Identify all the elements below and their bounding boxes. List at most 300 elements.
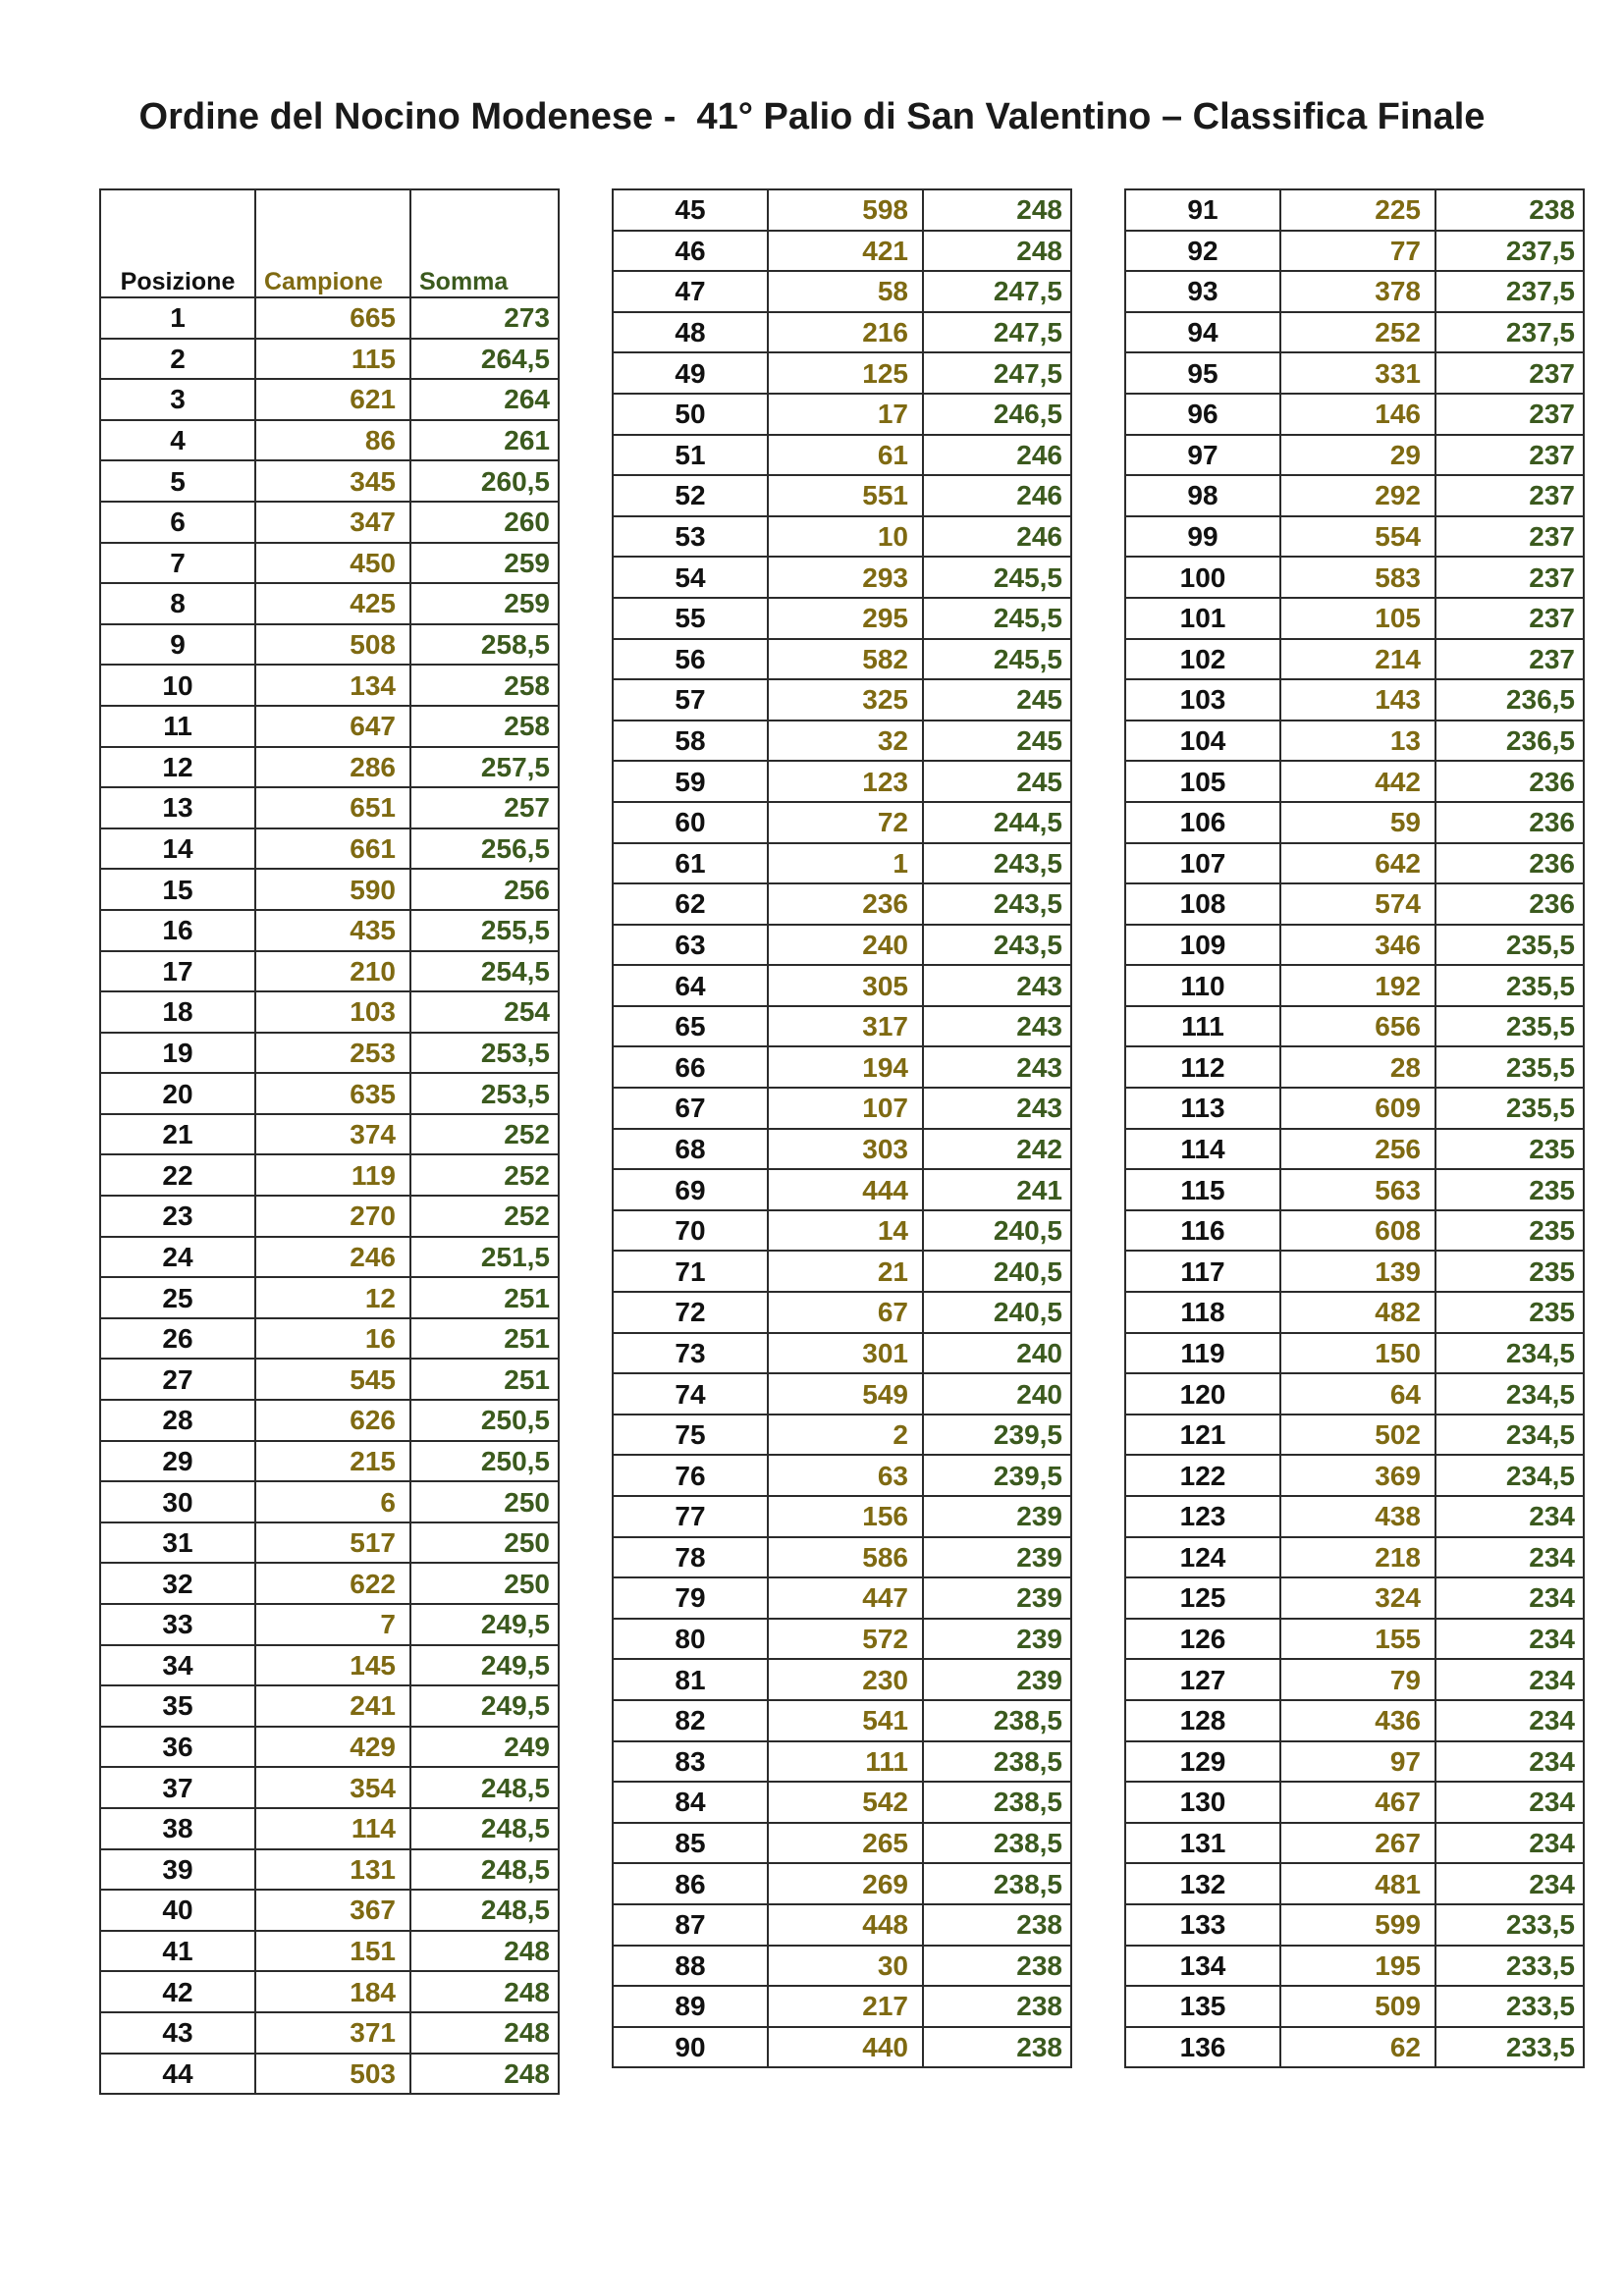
table-row — [613, 1496, 1071, 1537]
sum-cell: 245 — [923, 761, 1071, 802]
sample-cell: 114 — [255, 1808, 410, 1849]
position-cell: 69 — [613, 1169, 768, 1210]
table-row — [613, 1373, 1071, 1415]
page-title: Ordine del Nocino Modenese - 41° Palio di San Valentino – Classifica Finale — [138, 96, 1486, 137]
sample-cell: 651 — [255, 787, 410, 828]
sum-cell: 244,5 — [923, 802, 1071, 843]
sample-cell: 6 — [255, 1481, 410, 1522]
sample-cell: 517 — [255, 1522, 410, 1564]
table-row — [613, 475, 1071, 516]
position-cell: 117 — [1125, 1251, 1280, 1292]
sample-cell: 184 — [255, 1971, 410, 2012]
sum-cell: 234 — [1435, 1537, 1584, 1578]
table-row — [100, 665, 559, 706]
sum-cell: 253,5 — [410, 1033, 559, 1074]
position-cell: 19 — [100, 1033, 255, 1074]
position-cell: 56 — [613, 639, 768, 680]
position-cell: 113 — [1125, 1088, 1280, 1129]
position-cell: 89 — [613, 1986, 768, 2027]
position-cell: 59 — [613, 761, 768, 802]
position-cell: 102 — [1125, 639, 1280, 680]
sum-cell: 245,5 — [923, 557, 1071, 598]
sample-cell: 230 — [768, 1659, 923, 1700]
position-cell: 85 — [613, 1823, 768, 1864]
sample-cell: 134 — [255, 665, 410, 706]
position-cell: 52 — [613, 475, 768, 516]
table-row — [613, 557, 1071, 598]
sum-cell: 250,5 — [410, 1441, 559, 1482]
sum-cell: 239 — [923, 1577, 1071, 1619]
table-row — [100, 543, 559, 584]
sum-cell: 237 — [1435, 598, 1584, 639]
sample-cell: 481 — [1280, 1863, 1435, 1904]
ranking-table-1-body — [100, 297, 559, 2094]
sum-cell: 248,5 — [410, 1890, 559, 1931]
sample-cell: 572 — [768, 1619, 923, 1660]
sample-cell: 541 — [768, 1700, 923, 1741]
table-row — [1125, 1700, 1584, 1741]
sample-cell: 509 — [1280, 1986, 1435, 2027]
sum-cell: 245 — [923, 721, 1071, 762]
sample-cell: 217 — [768, 1986, 923, 2027]
sum-cell: 237 — [1435, 435, 1584, 476]
position-cell: 100 — [1125, 557, 1280, 598]
sample-cell: 103 — [255, 991, 410, 1033]
position-cell: 36 — [100, 1727, 255, 1768]
sample-cell: 590 — [255, 869, 410, 910]
position-cell: 67 — [613, 1088, 768, 1129]
table-row — [1125, 761, 1584, 802]
sum-cell: 243 — [923, 1088, 1071, 1129]
position-cell: 24 — [100, 1237, 255, 1278]
sum-cell: 245 — [923, 679, 1071, 721]
table-row — [613, 802, 1071, 843]
position-cell: 31 — [100, 1522, 255, 1564]
position-cell: 14 — [100, 828, 255, 870]
sample-cell: 551 — [768, 475, 923, 516]
sample-cell: 119 — [255, 1154, 410, 1196]
sum-cell: 247,5 — [923, 271, 1071, 312]
position-cell: 96 — [1125, 394, 1280, 435]
sample-cell: 554 — [1280, 516, 1435, 558]
sample-cell: 214 — [1280, 639, 1435, 680]
table-row — [1125, 1455, 1584, 1496]
position-cell: 75 — [613, 1415, 768, 1456]
position-cell: 40 — [100, 1890, 255, 1931]
sample-cell: 305 — [768, 965, 923, 1006]
position-cell: 84 — [613, 1782, 768, 1823]
table-row — [100, 1563, 559, 1604]
header-sum: Somma — [410, 189, 559, 297]
sum-cell: 234 — [1435, 1823, 1584, 1864]
position-cell: 81 — [613, 1659, 768, 1700]
sum-cell: 239,5 — [923, 1455, 1071, 1496]
sum-cell: 243 — [923, 1046, 1071, 1088]
sample-cell: 608 — [1280, 1210, 1435, 1252]
table-row — [613, 1251, 1071, 1292]
position-cell: 7 — [100, 543, 255, 584]
sample-cell: 371 — [255, 2012, 410, 2054]
sum-cell: 238 — [923, 2027, 1071, 2068]
table-row — [1125, 189, 1584, 231]
sample-cell: 440 — [768, 2027, 923, 2068]
sum-cell: 238,5 — [923, 1823, 1071, 1864]
sample-cell: 115 — [255, 339, 410, 380]
position-cell: 106 — [1125, 802, 1280, 843]
sum-cell: 238 — [1435, 189, 1584, 231]
sum-cell: 252 — [410, 1196, 559, 1237]
position-cell: 13 — [100, 787, 255, 828]
sample-cell: 13 — [1280, 721, 1435, 762]
position-cell: 80 — [613, 1619, 768, 1660]
table-row — [613, 1129, 1071, 1170]
table-row — [613, 1863, 1071, 1904]
position-cell: 51 — [613, 435, 768, 476]
sample-cell: 14 — [768, 1210, 923, 1252]
table-row — [1125, 271, 1584, 312]
sample-cell: 549 — [768, 1373, 923, 1415]
sample-cell: 72 — [768, 802, 923, 843]
table-row — [100, 420, 559, 461]
sum-cell: 245,5 — [923, 598, 1071, 639]
sum-cell: 249 — [410, 1727, 559, 1768]
sample-cell: 582 — [768, 639, 923, 680]
sum-cell: 258 — [410, 665, 559, 706]
table-row — [613, 1292, 1071, 1333]
position-cell: 118 — [1125, 1292, 1280, 1333]
table-row — [100, 1604, 559, 1645]
table-row — [100, 1481, 559, 1522]
sum-cell: 234 — [1435, 1577, 1584, 1619]
table-row — [613, 394, 1071, 435]
position-cell: 57 — [613, 679, 768, 721]
sample-cell: 225 — [1280, 189, 1435, 231]
table-row — [1125, 1006, 1584, 1047]
sum-cell: 248 — [923, 189, 1071, 231]
sample-cell: 429 — [255, 1727, 410, 1768]
table-row — [613, 1823, 1071, 1864]
table-row — [1125, 721, 1584, 762]
position-cell: 5 — [100, 460, 255, 502]
position-cell: 49 — [613, 352, 768, 394]
sample-cell: 444 — [768, 1169, 923, 1210]
sample-cell: 598 — [768, 189, 923, 231]
sum-cell: 243,5 — [923, 925, 1071, 966]
ranking-table-2 — [612, 188, 1072, 2068]
sample-cell: 131 — [255, 1849, 410, 1891]
sample-cell: 111 — [768, 1741, 923, 1783]
table-row — [613, 1088, 1071, 1129]
position-cell: 77 — [613, 1496, 768, 1537]
sum-cell: 257 — [410, 787, 559, 828]
table-row — [613, 1741, 1071, 1783]
sample-cell: 301 — [768, 1333, 923, 1374]
sum-cell: 242 — [923, 1129, 1071, 1170]
sample-cell: 17 — [768, 394, 923, 435]
sum-cell: 251 — [410, 1359, 559, 1400]
sum-cell: 239,5 — [923, 1415, 1071, 1456]
position-cell: 15 — [100, 869, 255, 910]
position-cell: 91 — [1125, 189, 1280, 231]
sum-cell: 235,5 — [1435, 1046, 1584, 1088]
sample-cell: 438 — [1280, 1496, 1435, 1537]
sample-cell: 622 — [255, 1563, 410, 1604]
table-row — [1125, 2027, 1584, 2068]
table-row — [1125, 1659, 1584, 1700]
position-cell: 58 — [613, 721, 768, 762]
sample-cell: 77 — [1280, 231, 1435, 272]
table-row — [613, 1537, 1071, 1578]
position-cell: 17 — [100, 951, 255, 992]
table-row — [613, 1046, 1071, 1088]
position-cell: 6 — [100, 502, 255, 543]
sum-cell: 252 — [410, 1154, 559, 1196]
sample-cell: 317 — [768, 1006, 923, 1047]
sum-cell: 240,5 — [923, 1210, 1071, 1252]
sample-cell: 467 — [1280, 1782, 1435, 1823]
sample-cell: 155 — [1280, 1619, 1435, 1660]
table-row — [613, 1006, 1071, 1047]
table-row — [100, 747, 559, 788]
table-row — [613, 1577, 1071, 1619]
table-row — [613, 2027, 1071, 2068]
sum-cell: 249,5 — [410, 1604, 559, 1645]
sample-cell: 267 — [1280, 1823, 1435, 1864]
position-cell: 71 — [613, 1251, 768, 1292]
position-cell: 116 — [1125, 1210, 1280, 1252]
table-row — [613, 1782, 1071, 1823]
sum-cell: 251 — [410, 1277, 559, 1318]
position-cell: 35 — [100, 1685, 255, 1727]
sample-cell: 621 — [255, 379, 410, 420]
sample-cell: 292 — [1280, 475, 1435, 516]
sample-cell: 425 — [255, 583, 410, 624]
sum-cell: 256,5 — [410, 828, 559, 870]
sample-cell: 647 — [255, 706, 410, 747]
sample-cell: 151 — [255, 1931, 410, 1972]
sum-cell: 234,5 — [1435, 1373, 1584, 1415]
sum-cell: 234 — [1435, 1863, 1584, 1904]
sample-cell: 448 — [768, 1904, 923, 1946]
sum-cell: 238 — [923, 1904, 1071, 1946]
sample-cell: 599 — [1280, 1904, 1435, 1946]
table-row — [1125, 557, 1584, 598]
sample-cell: 508 — [255, 624, 410, 666]
position-cell: 111 — [1125, 1006, 1280, 1047]
sum-cell: 259 — [410, 543, 559, 584]
sample-cell: 58 — [768, 271, 923, 312]
position-cell: 4 — [100, 420, 255, 461]
table-row — [1125, 1986, 1584, 2027]
sum-cell: 251,5 — [410, 1237, 559, 1278]
table-row — [1125, 516, 1584, 558]
position-cell: 94 — [1125, 312, 1280, 353]
ranking-table-3-body — [1125, 189, 1584, 2067]
table-row — [1125, 598, 1584, 639]
sample-cell: 195 — [1280, 1946, 1435, 1987]
sum-cell: 238,5 — [923, 1863, 1071, 1904]
position-cell: 127 — [1125, 1659, 1280, 1700]
sample-cell: 59 — [1280, 802, 1435, 843]
table-row — [613, 598, 1071, 639]
table-row — [1125, 1496, 1584, 1537]
sample-cell: 450 — [255, 543, 410, 584]
position-cell: 62 — [613, 883, 768, 925]
position-cell: 133 — [1125, 1904, 1280, 1946]
sum-cell: 237 — [1435, 557, 1584, 598]
sum-cell: 237 — [1435, 475, 1584, 516]
position-cell: 125 — [1125, 1577, 1280, 1619]
table-row — [100, 1318, 559, 1360]
position-cell: 95 — [1125, 352, 1280, 394]
sample-cell: 324 — [1280, 1577, 1435, 1619]
sum-cell: 246,5 — [923, 394, 1071, 435]
table-row — [613, 312, 1071, 353]
sum-cell: 260,5 — [410, 460, 559, 502]
table-row — [613, 189, 1071, 231]
position-cell: 33 — [100, 1604, 255, 1645]
sample-cell: 240 — [768, 925, 923, 966]
table-row — [100, 910, 559, 951]
table-row — [1125, 1537, 1584, 1578]
sample-cell: 626 — [255, 1400, 410, 1441]
table-row — [100, 2012, 559, 2054]
sum-cell: 235 — [1435, 1210, 1584, 1252]
table-row — [100, 1645, 559, 1686]
table-row — [100, 1400, 559, 1441]
sample-cell: 346 — [1280, 925, 1435, 966]
sum-cell: 248 — [410, 2054, 559, 2095]
sample-cell: 1 — [768, 843, 923, 884]
sum-cell: 238 — [923, 1946, 1071, 1987]
position-cell: 129 — [1125, 1741, 1280, 1783]
sum-cell: 249,5 — [410, 1685, 559, 1727]
table-row — [1125, 1169, 1584, 1210]
sum-cell: 239 — [923, 1659, 1071, 1700]
sum-cell: 235,5 — [1435, 965, 1584, 1006]
table-row — [100, 951, 559, 992]
table-row — [1125, 1904, 1584, 1946]
sum-cell: 246 — [923, 475, 1071, 516]
sample-cell: 28 — [1280, 1046, 1435, 1088]
table-row — [1125, 1333, 1584, 1374]
table-row — [1125, 1129, 1584, 1170]
sample-cell: 265 — [768, 1823, 923, 1864]
sample-cell: 347 — [255, 502, 410, 543]
sample-cell: 574 — [1280, 883, 1435, 925]
sum-cell: 239 — [923, 1619, 1071, 1660]
sum-cell: 243,5 — [923, 843, 1071, 884]
sample-cell: 139 — [1280, 1251, 1435, 1292]
position-cell: 92 — [1125, 231, 1280, 272]
sample-cell: 61 — [768, 435, 923, 476]
sum-cell: 238,5 — [923, 1741, 1071, 1783]
sample-cell: 293 — [768, 557, 923, 598]
table-row — [613, 271, 1071, 312]
table-row — [1125, 1046, 1584, 1088]
sample-cell: 236 — [768, 883, 923, 925]
sum-cell: 245,5 — [923, 639, 1071, 680]
position-cell: 115 — [1125, 1169, 1280, 1210]
sample-cell: 107 — [768, 1088, 923, 1129]
position-cell: 124 — [1125, 1537, 1280, 1578]
sample-cell: 192 — [1280, 965, 1435, 1006]
sum-cell: 246 — [923, 516, 1071, 558]
sum-cell: 237,5 — [1435, 271, 1584, 312]
sample-cell: 241 — [255, 1685, 410, 1727]
sum-cell: 234,5 — [1435, 1333, 1584, 1374]
table-row — [613, 721, 1071, 762]
sum-cell: 259 — [410, 583, 559, 624]
table-row — [1125, 1946, 1584, 1987]
position-cell: 88 — [613, 1946, 768, 1987]
table-row — [100, 1277, 559, 1318]
sample-cell: 563 — [1280, 1169, 1435, 1210]
sample-cell: 62 — [1280, 2027, 1435, 2068]
position-cell: 130 — [1125, 1782, 1280, 1823]
table-row — [1125, 352, 1584, 394]
table-row — [613, 1619, 1071, 1660]
header-sample: Campione — [255, 189, 410, 297]
table-row — [100, 1441, 559, 1482]
position-cell: 119 — [1125, 1333, 1280, 1374]
sum-cell: 250 — [410, 1563, 559, 1604]
sample-cell: 16 — [255, 1318, 410, 1360]
position-cell: 74 — [613, 1373, 768, 1415]
table-row — [100, 339, 559, 380]
table-row — [613, 1904, 1071, 1946]
position-cell: 78 — [613, 1537, 768, 1578]
position-cell: 8 — [100, 583, 255, 624]
table-row — [613, 843, 1071, 884]
sum-cell: 233,5 — [1435, 2027, 1584, 2068]
sum-cell: 246 — [923, 435, 1071, 476]
sum-cell: 261 — [410, 420, 559, 461]
sample-cell: 331 — [1280, 352, 1435, 394]
sum-cell: 248 — [410, 1931, 559, 1972]
sum-cell: 250 — [410, 1481, 559, 1522]
sample-cell: 354 — [255, 1767, 410, 1808]
table-header-row — [100, 189, 559, 297]
sample-cell: 2 — [768, 1415, 923, 1456]
table-row — [100, 1890, 559, 1931]
table-row — [1125, 475, 1584, 516]
sum-cell: 243 — [923, 1006, 1071, 1047]
sample-cell: 216 — [768, 312, 923, 353]
table-row — [613, 1210, 1071, 1252]
position-cell: 42 — [100, 1971, 255, 2012]
sum-cell: 240,5 — [923, 1251, 1071, 1292]
table-row — [613, 639, 1071, 680]
sum-cell: 235,5 — [1435, 1088, 1584, 1129]
position-cell: 112 — [1125, 1046, 1280, 1088]
position-cell: 54 — [613, 557, 768, 598]
table-row — [1125, 925, 1584, 966]
sum-cell: 255,5 — [410, 910, 559, 951]
table-row — [100, 1522, 559, 1564]
table-row — [100, 1033, 559, 1074]
sum-cell: 273 — [410, 297, 559, 339]
position-cell: 26 — [100, 1318, 255, 1360]
sum-cell: 257,5 — [410, 747, 559, 788]
position-cell: 98 — [1125, 475, 1280, 516]
sample-cell: 21 — [768, 1251, 923, 1292]
position-cell: 18 — [100, 991, 255, 1033]
position-cell: 28 — [100, 1400, 255, 1441]
sample-cell: 63 — [768, 1455, 923, 1496]
position-cell: 45 — [613, 189, 768, 231]
sum-cell: 243 — [923, 965, 1071, 1006]
